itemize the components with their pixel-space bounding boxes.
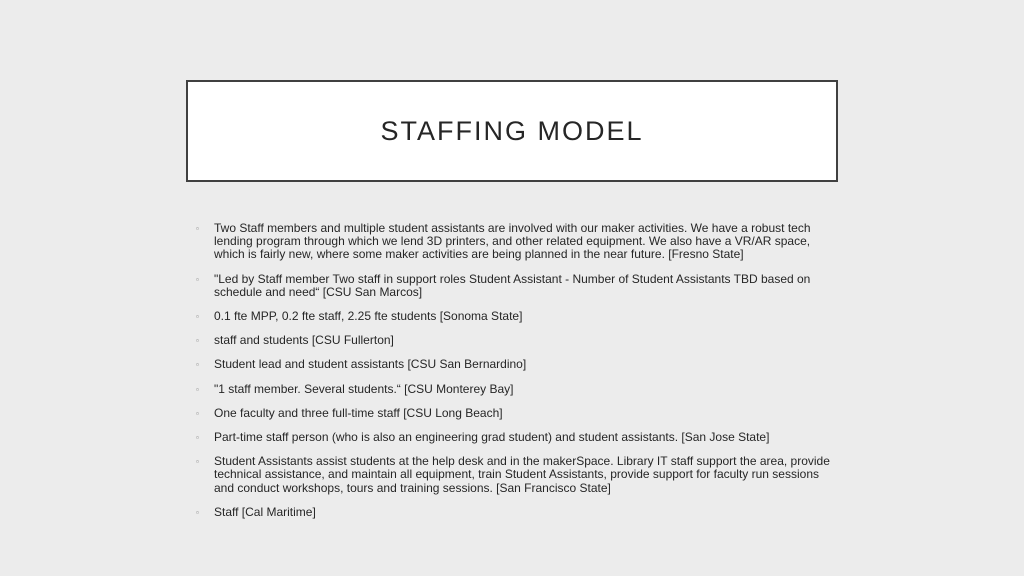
bullet-item bbox=[196, 383, 836, 396]
bullet-text: Part-time staff person (who is also an engineering grad student) and student assistants. [San Jose State] bbox=[214, 430, 770, 445]
title-box bbox=[186, 80, 838, 182]
bullet-text: "Led by Staff member Two staff in support roles Student Assistant - Number of Student Assistants TBD based on schedule and need“ [CSU San Marcos] bbox=[214, 271, 811, 299]
bullet-text: One faculty and three full-time staff [CSU Long Beach] bbox=[214, 405, 503, 420]
bullet-text: Staff [Cal Maritime] bbox=[214, 504, 316, 519]
slide-title: STAFFING MODEL bbox=[380, 115, 644, 146]
bullet-text: 0.1 fte MPP, 0.2 fte staff, 2.25 fte students [Sonoma State] bbox=[214, 309, 523, 324]
bullet-marker-icon: ▫ bbox=[196, 312, 199, 322]
bullet-item bbox=[196, 407, 836, 420]
bullet-item bbox=[196, 455, 836, 495]
bullet-marker-icon: ▫ bbox=[196, 274, 199, 284]
bullet-item bbox=[196, 506, 836, 519]
bullet-marker-icon: ▫ bbox=[196, 408, 199, 418]
bullet-marker-icon: ▫ bbox=[196, 384, 199, 394]
bullet-item bbox=[196, 273, 836, 299]
bullet-item bbox=[196, 222, 836, 262]
bullet-item bbox=[196, 310, 836, 323]
bullet-text: Student Assistants assist students at the help desk and in the makerSpace. Library IT staff support the area, provide technical assistance, and maintain all equipment, train Student Assistants, provide support for faculty run sessions and conduct workshops, tours and training sessions. [San Francisco State] bbox=[214, 454, 830, 495]
bullet-text: "1 staff member. Several students.“ [CSU Monterey Bay] bbox=[214, 381, 514, 396]
bullet-text: staff and students [CSU Fullerton] bbox=[214, 333, 394, 348]
bullet-marker-icon: ▫ bbox=[196, 224, 199, 233]
bullet-text: Two Staff members and multiple student assistants are involved with our maker activities. We have a robust tech lending program through which we lend 3D printers, and other related equipment. We also have a VR/AR space, which is fairly new, where some maker activities are being planned in the near future. [Fresno State] bbox=[214, 221, 811, 262]
bullet-list bbox=[196, 222, 836, 530]
bullet-marker-icon: ▫ bbox=[196, 507, 199, 517]
bullet-text: Student lead and student assistants [CSU San Bernardino] bbox=[214, 357, 527, 372]
bullet-marker-icon: ▫ bbox=[196, 433, 199, 443]
bullet-marker-icon: ▫ bbox=[196, 336, 199, 346]
bullet-item bbox=[196, 431, 836, 444]
bullet-item bbox=[196, 334, 836, 347]
bullet-marker-icon: ▫ bbox=[196, 360, 199, 370]
bullet-item bbox=[196, 358, 836, 371]
bullet-marker-icon: ▫ bbox=[196, 457, 199, 467]
